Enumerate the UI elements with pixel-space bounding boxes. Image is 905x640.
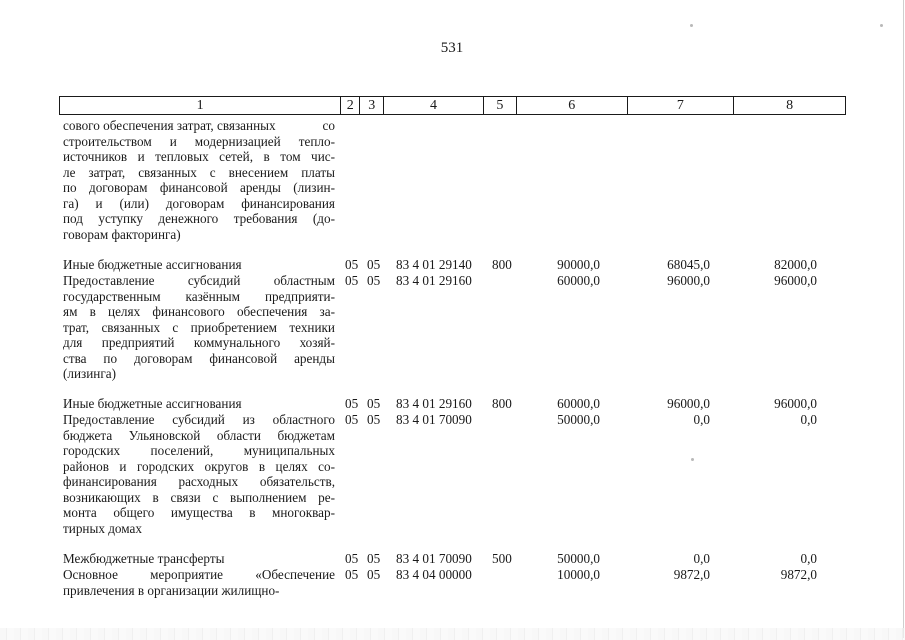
column-header-1: 1 bbox=[60, 97, 341, 114]
description-line: ям в целях финансового обеспечения за- bbox=[63, 304, 335, 319]
description-line: Иные бюджетные ассигнования bbox=[63, 396, 242, 411]
section-code: 05 bbox=[345, 273, 359, 288]
amount-col-7: 96000,0 bbox=[667, 273, 710, 288]
column-header-4: 4 bbox=[384, 97, 484, 114]
description-fragment: со bbox=[322, 118, 335, 133]
description-line: возникающих в связи с выполнением ре- bbox=[63, 489, 335, 505]
row-description bbox=[63, 257, 335, 273]
description-line: бюджета Ульяновской области бюджетам bbox=[63, 427, 335, 443]
amount-col-6: 50000,0 bbox=[557, 412, 600, 427]
description-line: (лизинга) bbox=[63, 366, 117, 381]
target-article-code: 83 4 01 29160 bbox=[396, 273, 472, 288]
description-line: государственным казённым предприяти- bbox=[63, 288, 335, 304]
scan-edge bbox=[0, 628, 905, 640]
description-line: источников и тепловых сетей, в том чис- bbox=[63, 149, 335, 164]
column-header-6: 6 bbox=[517, 97, 628, 114]
description-line: под уступку денежного требования (до- bbox=[63, 211, 335, 226]
amount-col-8: 0,0 bbox=[800, 412, 817, 427]
subsection-code: 05 bbox=[367, 412, 381, 427]
row-description bbox=[63, 567, 335, 598]
subsection-code: 05 bbox=[367, 567, 381, 582]
amount-col-7: 68045,0 bbox=[667, 257, 710, 272]
scan-speck bbox=[691, 458, 694, 461]
column-header-3: 3 bbox=[360, 97, 384, 114]
row-description bbox=[63, 412, 335, 536]
amount-col-6: 10000,0 bbox=[557, 567, 600, 582]
expense-type-code: 800 bbox=[492, 257, 512, 272]
amount-col-6: 50000,0 bbox=[557, 551, 600, 566]
amount-col-7: 0,0 bbox=[693, 551, 710, 566]
row-description bbox=[63, 551, 335, 567]
description-line: Иные бюджетные ассигнования bbox=[63, 257, 242, 272]
description-line: тирных домах bbox=[63, 520, 142, 536]
scan-speck bbox=[880, 24, 883, 27]
column-header-2: 2 bbox=[341, 97, 360, 114]
subsection-code: 05 bbox=[367, 396, 381, 411]
amount-col-6: 60000,0 bbox=[557, 396, 600, 411]
description-line: говорам факторинга) bbox=[63, 226, 181, 242]
expense-type-code: 500 bbox=[492, 551, 512, 566]
description-line: ства по договорам финансовой аренды bbox=[63, 350, 335, 366]
section-code: 05 bbox=[345, 551, 359, 566]
page-number: 531 bbox=[440, 40, 464, 56]
amount-col-8: 96000,0 bbox=[774, 273, 817, 288]
amount-col-7: 9872,0 bbox=[673, 567, 710, 582]
description-line: га) и (или) договорам финансирования bbox=[63, 195, 335, 211]
target-article-code: 83 4 01 70090 bbox=[396, 551, 472, 566]
description-line: городских поселений, муниципальных bbox=[63, 443, 335, 458]
section-code: 05 bbox=[345, 412, 359, 427]
row-description bbox=[63, 273, 335, 382]
row-description bbox=[63, 396, 335, 412]
expense-type-code: 800 bbox=[492, 396, 512, 411]
amount-col-8: 9872,0 bbox=[780, 567, 817, 582]
description-line: районов и городских округов в целях со- bbox=[63, 458, 335, 474]
row-description bbox=[63, 118, 335, 242]
subsection-code: 05 bbox=[367, 551, 381, 566]
section-code: 05 bbox=[345, 396, 359, 411]
target-article-code: 83 4 01 29140 bbox=[396, 257, 472, 272]
description-line: Предоставление субсидий из областного bbox=[63, 412, 335, 427]
description-fragment: сового обеспечения затрат, связанных bbox=[63, 118, 276, 133]
description-line: трат, связанных с приобретением техники bbox=[63, 319, 335, 335]
description-line: строительством и модернизацией тепло- bbox=[63, 133, 335, 149]
amount-col-8: 96000,0 bbox=[774, 396, 817, 411]
description-line: для предприятий коммунального хозяй- bbox=[63, 335, 335, 350]
description-line: Предоставление субсидий областным bbox=[63, 273, 335, 288]
description-line: финансирования расходных обязательств, bbox=[63, 474, 335, 489]
target-article-code: 83 4 04 00000 bbox=[396, 567, 472, 582]
section-code: 05 bbox=[345, 567, 359, 582]
description-line: Основное мероприятие «Обеспечение bbox=[63, 567, 335, 582]
description-line: привлечения в организации жилищно- bbox=[63, 582, 280, 598]
amount-col-6: 90000,0 bbox=[557, 257, 600, 272]
column-header-7: 7 bbox=[628, 97, 735, 114]
amount-col-8: 0,0 bbox=[800, 551, 817, 566]
description-line: по договорам финансовой аренды (лизин- bbox=[63, 180, 335, 195]
column-header-5: 5 bbox=[484, 97, 517, 114]
subsection-code: 05 bbox=[367, 257, 381, 272]
column-header-8: 8 bbox=[786, 98, 794, 113]
amount-col-8: 82000,0 bbox=[774, 257, 817, 272]
description-line: Межбюджетные трансферты bbox=[63, 551, 225, 566]
amount-col-7: 96000,0 bbox=[667, 396, 710, 411]
subsection-code: 05 bbox=[367, 273, 381, 288]
table-header bbox=[59, 96, 846, 115]
scan-speck bbox=[690, 24, 693, 27]
target-article-code: 83 4 01 70090 bbox=[396, 412, 472, 427]
description-line: монта общего имущества в многоквар- bbox=[63, 505, 335, 520]
description-line bbox=[63, 118, 335, 134]
amount-col-6: 60000,0 bbox=[557, 273, 600, 288]
target-article-code: 83 4 01 29160 bbox=[396, 396, 472, 411]
section-code: 05 bbox=[345, 257, 359, 272]
description-line: ле затрат, связанных с внесением платы bbox=[63, 164, 335, 180]
amount-col-7: 0,0 bbox=[693, 412, 710, 427]
